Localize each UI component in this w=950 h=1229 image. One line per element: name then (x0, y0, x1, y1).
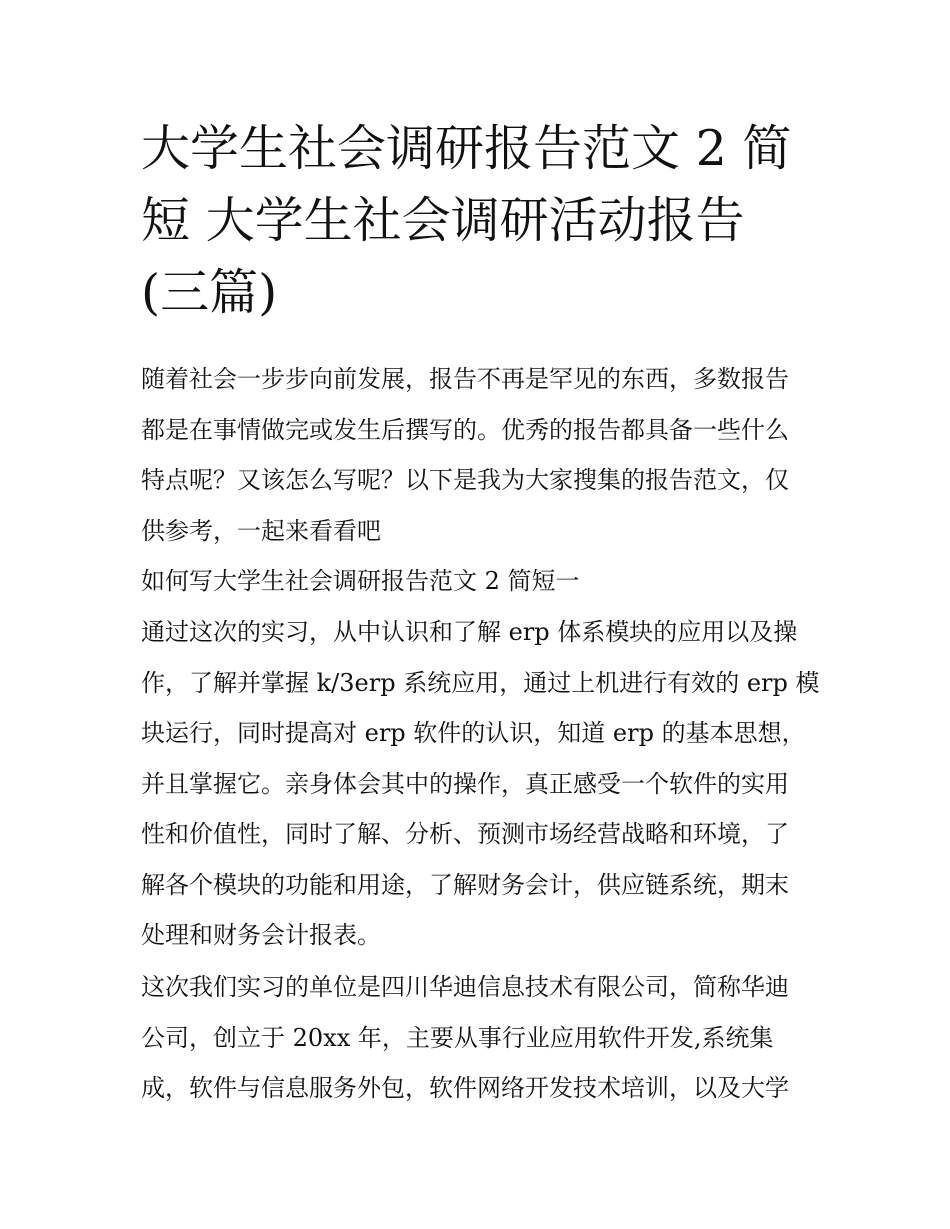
text-line: 这次我们实习的单位是四川华迪信息技术有限公司，简称华迪 (141, 973, 789, 1001)
subheading-text: 如何写大学生社会调研报告范文 2 简短一 (141, 567, 580, 595)
title-line: 大学生社会调研报告范文 2 简 (141, 120, 792, 177)
title-line: (三篇) (141, 264, 278, 321)
text-line: 公司，创立于 20xx 年，主要从事行业应用软件开发,系统集 (141, 1023, 774, 1052)
text-line: 性和价值性，同时了解、分析、预测市场经营战略和环境，了 (141, 820, 789, 848)
text-line: 特点呢？又该怎么写呢？以下是我为大家搜集的报告范文，仅 (141, 466, 789, 494)
text-line: 通过这次的实习，从中认识和了解 erp 体系模块的应用以及操 (141, 618, 798, 646)
title-line: 短 大学生社会调研活动报告 (141, 192, 745, 249)
text-line: 块运行，同时提高对 erp 软件的认识，知道 erp 的基本思想， (141, 719, 806, 747)
text-line: 都是在事情做完或发生后撰写的。优秀的报告都具备一些什么 (141, 415, 789, 444)
body-paragraph-1 (141, 607, 821, 961)
text-line: 处理和财务会计报表。 (141, 921, 381, 949)
text-line: 供参考，一起来看看吧 (141, 516, 381, 545)
body-paragraph-2 (141, 962, 821, 1114)
intro-paragraph (141, 354, 821, 556)
document-title (141, 113, 821, 329)
text-line: 成，软件与信息服务外包，软件网络开发技术培训，以及大学 (141, 1074, 789, 1102)
text-line: 随着社会一步步向前发展，报告不再是罕见的东西，多数报告 (141, 365, 789, 393)
text-line: 作，了解并掌握 k/3erp 系统应用，通过上机进行有效的 erp 模 (141, 668, 820, 697)
text-line: 解各个模块的功能和用途，了解财务会计，供应链系统，期末 (141, 870, 789, 899)
section-subheading (141, 556, 821, 607)
text-line: 并且掌握它。亲身体会其中的操作，真正感受一个软件的实用 (141, 769, 789, 798)
